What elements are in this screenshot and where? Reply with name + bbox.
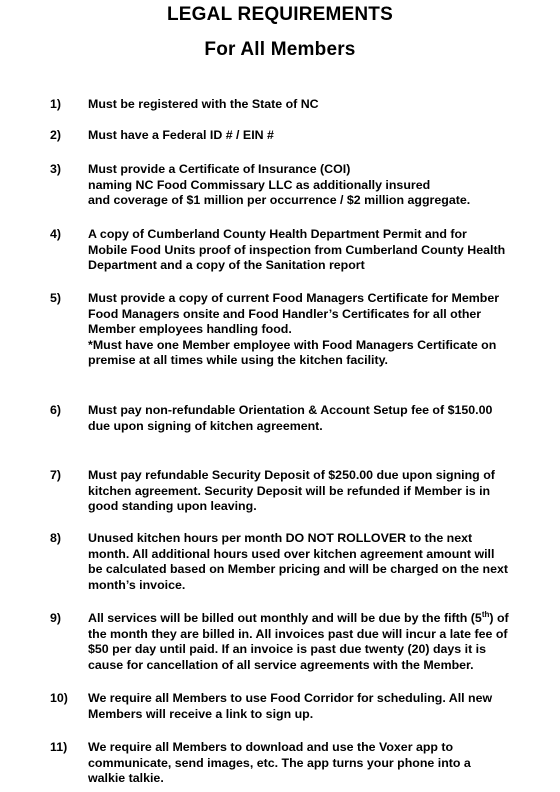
- item-number: 1): [50, 97, 62, 111]
- item-line: Food Managers onsite and Food Handler’s Certificates for all other: [88, 306, 482, 321]
- item-line: month’s invoice.: [88, 577, 186, 592]
- page-subtitle: For All Members: [204, 39, 356, 60]
- item-line: Unused kitchen hours per month DO NOT ROLLOVER to the next: [88, 531, 473, 545]
- item-text: [88, 611, 538, 673]
- item-line-part: All services will be billed out monthly and will be due by the fifth (5: [88, 611, 482, 625]
- item-line: Must provide a Certificate of Insurance (COI): [88, 162, 351, 176]
- item-number: 9): [50, 611, 62, 625]
- item-text: [88, 403, 538, 434]
- item-line-part: ) of: [489, 611, 509, 625]
- item-line: Members will receive a link to sign up.: [88, 706, 314, 721]
- item-line: due upon signing of kitchen agreement.: [88, 418, 323, 433]
- item-line: A copy of Cumberland County Health Department Permit and for: [88, 227, 467, 241]
- item-text: [88, 691, 538, 722]
- item-line-with-superscript: [88, 611, 538, 627]
- item-text: [88, 162, 538, 209]
- item-line: walkie talkie.: [88, 771, 164, 786]
- item-line: $50 per day until paid. If an invoice is past due twenty (20) days it is: [88, 642, 486, 657]
- item-line: and coverage of $1 million per occurrence / $2 million aggregate.: [88, 193, 471, 208]
- item-line: naming NC Food Commissary LLC as additionally insured: [88, 177, 431, 192]
- item-line: Member employees handling food.: [88, 322, 292, 337]
- item-line: Department and a copy of the Sanitation report: [88, 258, 365, 273]
- item-text: [88, 468, 538, 515]
- item-text: [88, 97, 538, 113]
- item-number: 3): [50, 162, 62, 176]
- item-number: 6): [50, 403, 62, 417]
- item-text: [88, 291, 538, 369]
- item-line: We require all Members to use Food Corridor for scheduling. All new: [88, 691, 493, 705]
- item-number: 2): [50, 128, 62, 142]
- item-text: [88, 740, 538, 787]
- item-line: We require all Members to download and use the Voxer app to: [88, 740, 454, 754]
- item-line: the month they are billed in. All invoices past due will incur a late fee of: [88, 626, 508, 641]
- item-number: 4): [50, 227, 62, 241]
- item-text: [88, 531, 538, 593]
- item-line: be calculated based on Member pricing and will be charged on the next: [88, 562, 508, 577]
- item-line: Must pay non-refundable Orientation & Account Setup fee of $150.00: [88, 403, 493, 417]
- item-number: 11): [50, 740, 68, 754]
- item-line: cause for cancellation of all service agreements with the Member.: [88, 657, 474, 672]
- item-line: Must be registered with the State of NC: [88, 97, 319, 111]
- item-line: *Must have one Member employee with Food Managers Certificate on: [88, 337, 497, 352]
- item-number: 7): [50, 468, 62, 482]
- item-line: good standing upon leaving.: [88, 499, 257, 514]
- item-line: kitchen agreement. Security Deposit will be refunded if Member is in: [88, 483, 491, 498]
- item-line: month. All additional hours used over kitchen agreement amount will: [88, 546, 495, 561]
- item-line: communicate, send images, etc. The app turns your phone into a: [88, 755, 471, 770]
- page-title: LEGAL REQUIREMENTS: [167, 4, 393, 25]
- item-number: 5): [50, 291, 62, 305]
- item-line: Must have a Federal ID # / EIN #: [88, 128, 274, 142]
- item-line: Must pay refundable Security Deposit of $250.00 due upon signing of: [88, 468, 495, 482]
- item-number: 10): [50, 691, 68, 705]
- item-text: [88, 128, 538, 144]
- item-line: premise at all times while using the kitchen facility.: [88, 353, 388, 368]
- item-text: [88, 227, 538, 274]
- item-line: Mobile Food Units proof of inspection from Cumberland County Health: [88, 242, 506, 257]
- item-number: 8): [50, 531, 62, 545]
- item-line: Must provide a copy of current Food Managers Certificate for Member: [88, 291, 500, 305]
- ordinal-superscript: th: [481, 609, 490, 619]
